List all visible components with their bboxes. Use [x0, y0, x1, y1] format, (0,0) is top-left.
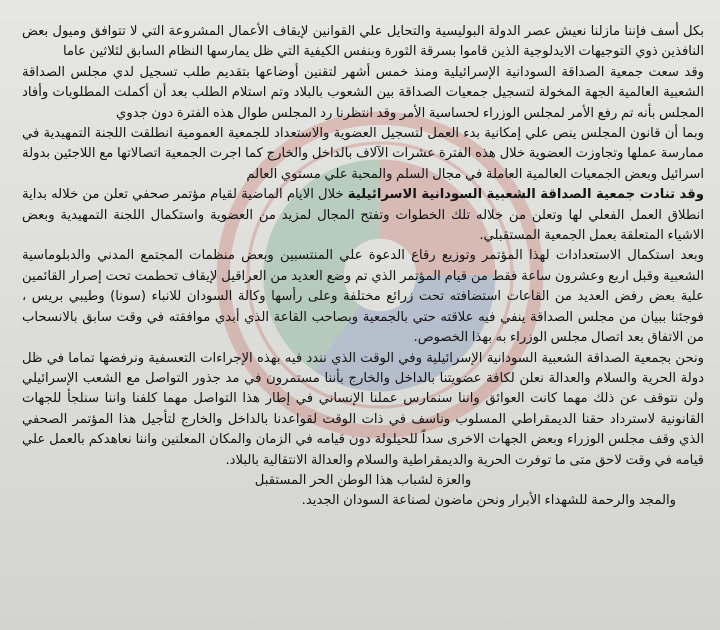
bold-rest: خلال الايام الماضية لقيام مؤتمر صحفي تعلن من خلاله بداية انطلاق العمل الفعلي لها وتعلن من خلاله تلك الخطوات وتفتح المجال لمزيد من العضوية واستكمال اللجنة التمهيدية وبعض الاشياء المتعلقة بعمل الجمعية المستقبلي.: [22, 187, 704, 244]
paragraph-position: ونحن بجمعية الصداقة الشعبية السودانية الإسرائيلية وفي الوقت الذي نندد فيه بهذه الإجراءات التعسفية ونرفضها تماما في ظل دولة الحرية والسلام والعدالة نعلن لكافة عضويتنا بالداخل والخارج بأننا مستمرون في مد جذور التواصل مع الشعب الإسرائيلي ولن نتوقف عن ذلك مهما كانت العوائق واننا سنمارس عملنا الإنساني في إطار هذا التواصل مهما كلفنا واننا سنلجأ للجهات القانونية لاسترداد حقنا الديمقراطي المسلوب وناسف في ذات الوقت لقواعدنا بالداخل والخارج لتأجيل هذا المؤتمر الصحفي الذي وقف مجلس الوزراء وبعض الجهات الاخرى سداً للحيلولة دون قيامه في الزمان والمكان المعلنين واننا نعاهدكم بالعمل علي قيامه في وقت لاحق متى ما توفرت الحرية والديمقراطية والسلام والعدالة الانتقالية بالبلاد.: [22, 350, 704, 468]
paragraph-membership: وبما أن قانون المجلس ينص علي إمكانية بدء العمل لتسجيل العضوية والاستعداد للجمعية العمومية انطلقت اللجنة التمهيدية في ممارسة عملها وتجاوزت العضوية خلال هذه الفترة عشرات الآلاف بالداخل والخارج كما اجرت الجمعية اتصالاتها مع اللاجئين بدولة اسرائيل وبعض الجمعيات العالمية العاملة في مجال السلم والمحبة علي مستوي العالم: [22, 126, 704, 182]
closing-line-2: والمجد والرحمة للشهداء الأبرار ونحن ماضون لصناعة السودان الجديد.: [301, 493, 676, 509]
paragraph-registration: وقد سعت جمعية الصداقة السودانية الإسرائيلية ومنذ خمس أشهر لتقنين أوضاعها بتقديم طلب تسجيل لدي مجلس الصداقة الشعبية العالمية الجهة المخولة لتسجيل جمعيات الصداقة بين الشعوب بالبلاد وتم استلام الطلب بعد أن أكملت المطلوبات وأفاد المجلس بأنه تم رفع الأمر لمجلس الوزراء لحساسية الأمر وقد انتظرنا رد المجلس طوال هذه الفترة دون جدوي: [22, 64, 704, 121]
paragraph-obstacles: وبعد استكمال الاستعدادات لهذا المؤتمر وتوزيع رقاع الدعوة علي المنتسبين وبعض منظمات المجتمع المدني والدبلوماسية الشعبية وقبل اربع وعشرون ساعة فقط من قيام المؤتمر الذي تم وضع العديد من العراقيل لإيقاف تحطمت تحت إصرار القائمين علية بعض رفض العديد من القاعات استضافته تحت زرائع مختلفة وعلى رأسها وكالة السودان للانباء (سونا) وطيبي بريس ، فوجئنا ببيان من مجلس الصداقة ينفي فيه علاقته حتي بالجمعية وبصاحب القاعة الذي أبدي موافقته في وقت سابق بالانسحاب من الاتفاق بعد اتصال مجلس الوزراء به بهذا الخصوص.: [22, 248, 704, 346]
paragraph-press-conference: [22, 185, 704, 246]
bold-lead: وقد تنادت جمعية الصداقة الشعبية السودانية الاسرائيلية: [347, 187, 704, 203]
closing-line-1: والعزة لشباب هذا الوطن الحر المستقبل: [254, 472, 472, 488]
paragraph-intro: بكل أسف فإننا مازلنا نعيش عصر الدولة البوليسية والتحايل علي القوانين لإيقاف الأعمال المشروعة التي لا تتوافق وميول بعض النافذين ذوي التوجيهات الايدلوجية الذين قاموا بسرقة الثورة وبنفس الكيفية التي ظل يمارسها النظام السابق لثلاثين عاما: [22, 24, 704, 60]
statement-text: [22, 22, 704, 512]
